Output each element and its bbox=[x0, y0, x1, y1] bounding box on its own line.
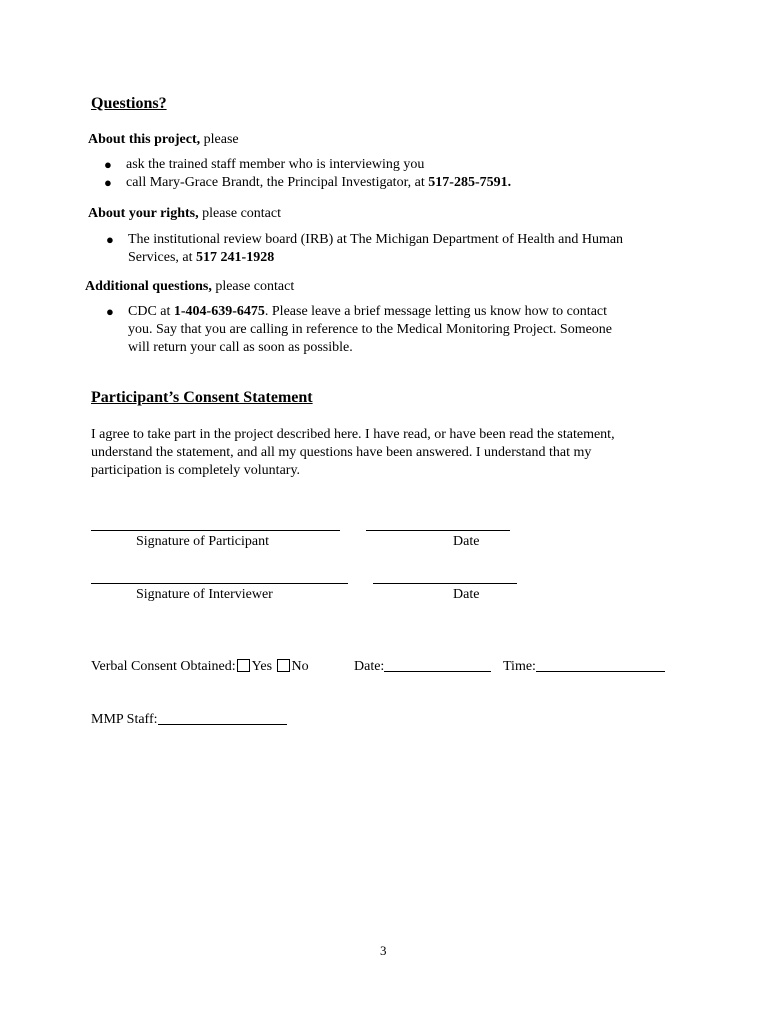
yes-checkbox[interactable] bbox=[237, 659, 250, 672]
about-project-lead bbox=[88, 131, 239, 149]
about-rights-rest: please contact bbox=[198, 206, 281, 221]
irb-line-2-text: Services, at bbox=[128, 250, 197, 265]
page-number: 3 bbox=[380, 943, 387, 958]
questions-heading: Questions? bbox=[91, 95, 167, 112]
cdc-phone-number: 1-404-639-6475 bbox=[173, 304, 265, 319]
consent-heading: Participant’s Consent Statement bbox=[91, 389, 313, 406]
verbal-consent-date-label: Date: bbox=[354, 659, 385, 674]
cdc-line-3: will return your call as soon as possible. bbox=[128, 340, 353, 355]
consent-paragraph-line-2: understand the statement, and all my questions have been answered. I understand that my bbox=[91, 445, 592, 460]
about-rights-lead bbox=[88, 205, 281, 223]
additional-questions-rest: please contact bbox=[211, 279, 295, 294]
verbal-consent-label: Verbal Consent Obtained: bbox=[91, 659, 236, 674]
cdc-line-2: you. Say that you are calling in reference to the Medical Monitoring Project. Someone bbox=[128, 322, 613, 337]
verbal-consent-date bbox=[354, 658, 491, 676]
bullet-dot-icon: ● bbox=[106, 304, 114, 319]
pi-contact-text: call Mary-Grace Brandt, the Principal Investigator, at bbox=[126, 175, 429, 190]
participant-date-line[interactable] bbox=[366, 530, 510, 531]
verbal-consent-time-field[interactable] bbox=[536, 658, 665, 672]
list-item: ask the trained staff member who is interviewing you bbox=[126, 157, 425, 172]
about-project-bold: About this project, bbox=[88, 132, 201, 147]
irb-line-2 bbox=[128, 249, 274, 267]
cdc-line-1-text: CDC at bbox=[128, 304, 174, 319]
about-rights-bold: About your rights, bbox=[88, 206, 199, 221]
mmp-staff-row bbox=[91, 711, 287, 729]
additional-questions-lead bbox=[85, 278, 294, 296]
irb-line-1: The institutional review board (IRB) at The Michigan Department of Health and Human bbox=[128, 232, 624, 247]
interviewer-date-line[interactable] bbox=[373, 583, 517, 584]
consent-paragraph-line-3: participation is completely voluntary. bbox=[91, 463, 301, 478]
no-label: No bbox=[291, 659, 309, 674]
additional-questions-bold: Additional questions, bbox=[85, 279, 212, 294]
about-project-rest: please bbox=[200, 132, 239, 147]
bullet-dot-icon: ● bbox=[106, 232, 114, 247]
participant-date-label: Date bbox=[453, 534, 480, 549]
list-item bbox=[126, 174, 511, 192]
interviewer-signature-line[interactable] bbox=[91, 583, 348, 584]
verbal-consent-time bbox=[503, 658, 665, 676]
bullet-dot-icon: ● bbox=[104, 157, 112, 172]
consent-paragraph-line-1: I agree to take part in the project described here. I have read, or have been read the statement, bbox=[91, 427, 615, 442]
bullet-dot-icon: ● bbox=[104, 175, 112, 190]
cdc-line-1-rest: . Please leave a brief message letting us know how to contact bbox=[264, 304, 608, 319]
irb-phone-number: 517 241-1928 bbox=[196, 250, 275, 265]
participant-signature-line[interactable] bbox=[91, 530, 340, 531]
verbal-consent-time-label: Time: bbox=[503, 659, 536, 674]
mmp-staff-label: MMP Staff: bbox=[91, 712, 158, 727]
verbal-consent-row bbox=[91, 658, 309, 676]
mmp-staff-field[interactable] bbox=[158, 711, 287, 725]
yes-label: Yes bbox=[251, 659, 273, 674]
verbal-consent-date-field[interactable] bbox=[384, 658, 491, 672]
no-checkbox[interactable] bbox=[277, 659, 290, 672]
cdc-line-1 bbox=[128, 303, 607, 321]
pi-phone-number: 517-285-7591. bbox=[428, 175, 512, 190]
participant-signature-label: Signature of Participant bbox=[136, 534, 269, 549]
interviewer-signature-label: Signature of Interviewer bbox=[136, 587, 273, 602]
interviewer-date-label: Date bbox=[453, 587, 480, 602]
